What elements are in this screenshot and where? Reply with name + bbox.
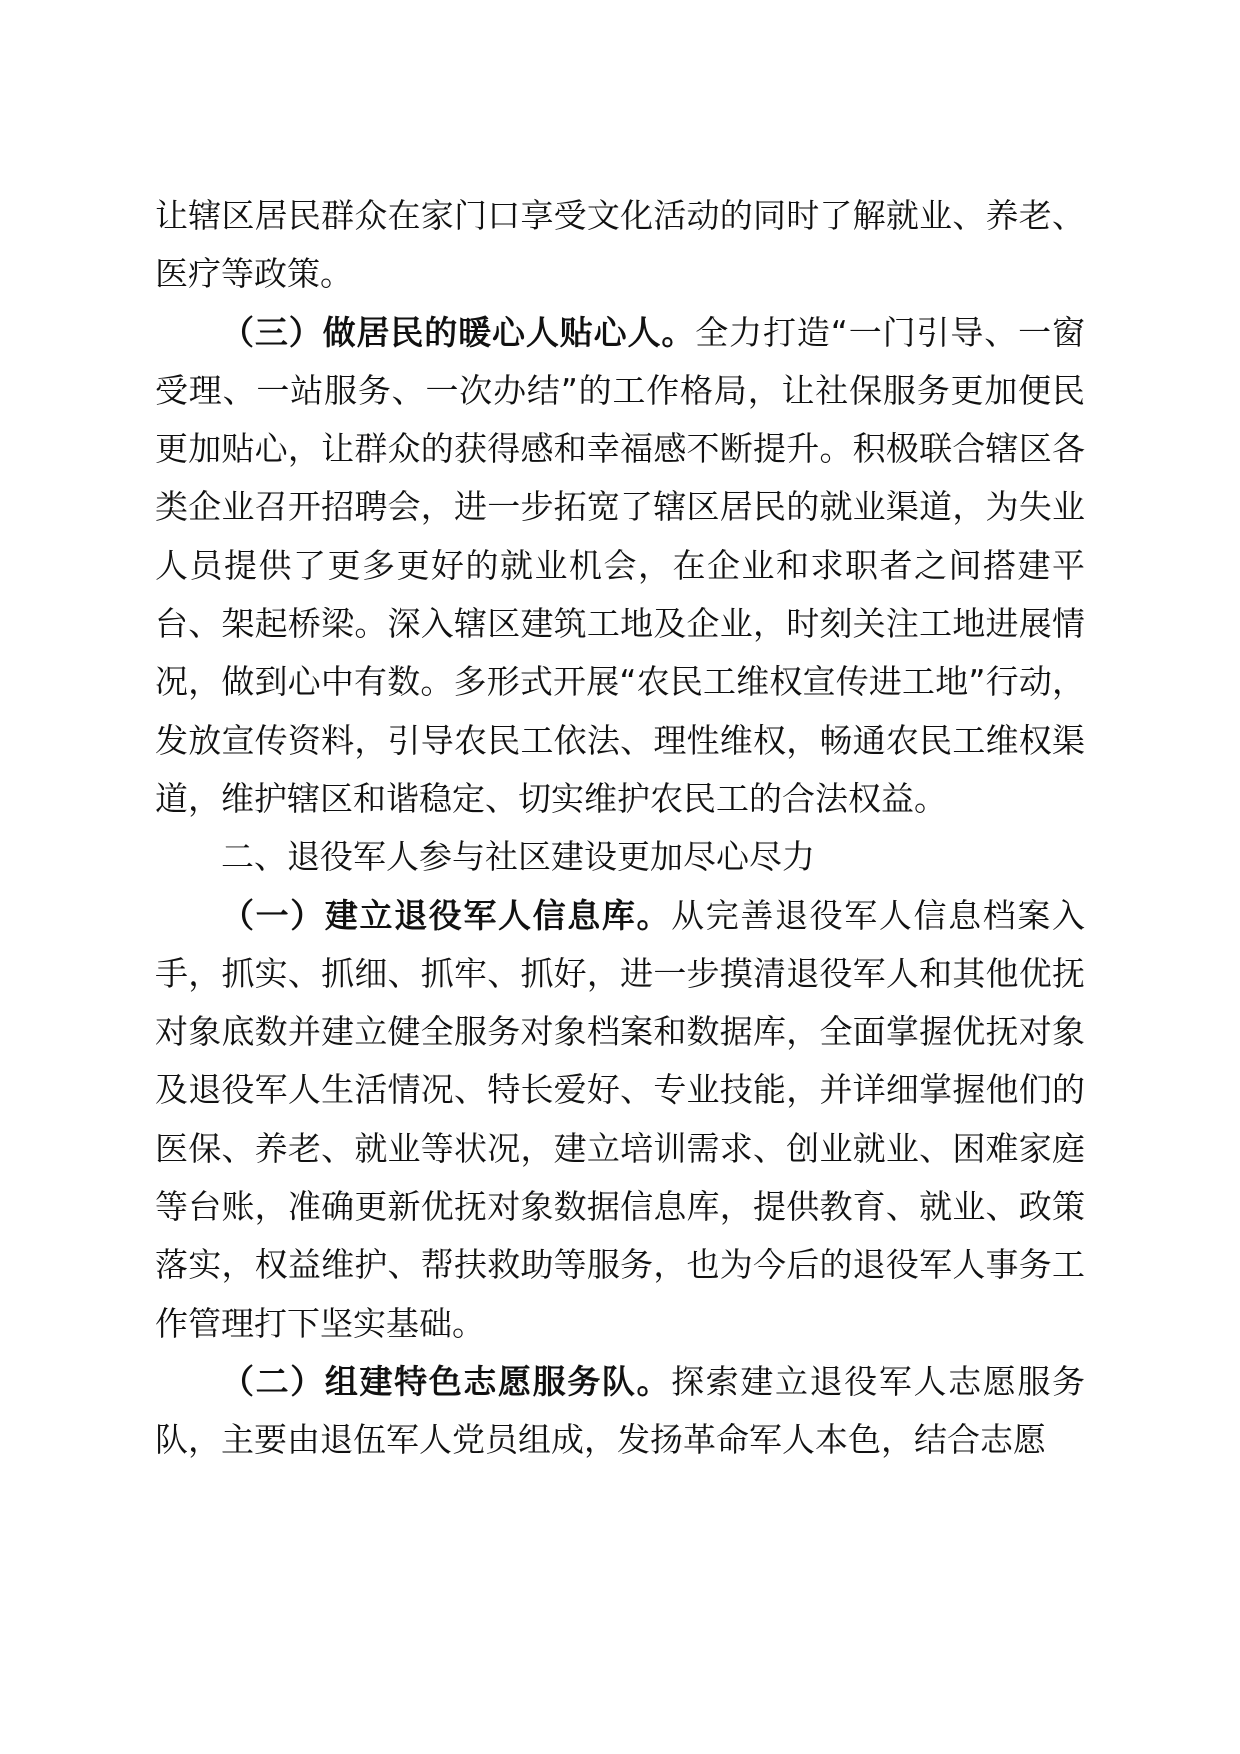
chapter-heading-two — [155, 828, 1085, 886]
paragraph-section-one — [155, 887, 1085, 1353]
paragraph-text: 让辖区居民群众在家门口享受文化活动的同时了解就业、养老、医疗等政策。 — [155, 196, 1085, 294]
section-heading: （二）组建特色志愿服务队。 — [221, 1361, 672, 1401]
chapter-heading-text: 二、退役军人参与社区建设更加尽心尽力 — [221, 837, 815, 877]
section-heading: （一）建立退役军人信息库。 — [221, 895, 672, 935]
paragraph-section-two — [155, 1353, 1085, 1470]
paragraph-section-three — [155, 304, 1085, 829]
paragraph-text: 探索建立退役军人志愿服务队，主要由退伍军人党员组成，发扬革命军人本色，结合志愿 — [155, 1361, 1085, 1460]
document-body — [155, 187, 1085, 1470]
paragraph-text: 从完善退役军人信息档案入手，抓实、抓细、抓牢、抓好，进一步摸清退役军人和其他优抚对象底数并建立健全服务对象档案和数据库，全面掌握优抚对象及退役军人生活情况、特长爱好、专业技能，并详细掌握他们的医保、养老、就业等状况，建立培训需求、创业就业、困难家庭等台账，准确更新优抚对象数据信息库，提供教育、就业、政策落实，权益维护、帮扶救助等服务，也为今后的退役军人事务工作管理打下坚实基础。 — [155, 895, 1085, 1343]
section-heading: （三）做居民的暖心人贴心人。 — [221, 312, 696, 352]
paragraph-text: 全力打造“一门引导、一窗受理、一站服务、一次办结”的工作格局，让社保服务更加便民更加贴心，让群众的获得感和幸福感不断提升。积极联合辖区各类企业召开招聘会，进一步拓宽了辖区居民的就业渠道，为失业人员提供了更多更好的就业机会，在企业和求职者之间搭建平台、架起桥梁。深入辖区建筑工地及企业，时刻关注工地进展情况，做到心中有数。多形式开展“农民工维权宣传进工地”行动，发放宣传资料，引导农民工依法、理性维权，畅通农民工维权渠道，维护辖区和谐稳定、切实维护农民工的合法权益。 — [155, 312, 1085, 818]
paragraph-policy-intro — [155, 187, 1085, 304]
